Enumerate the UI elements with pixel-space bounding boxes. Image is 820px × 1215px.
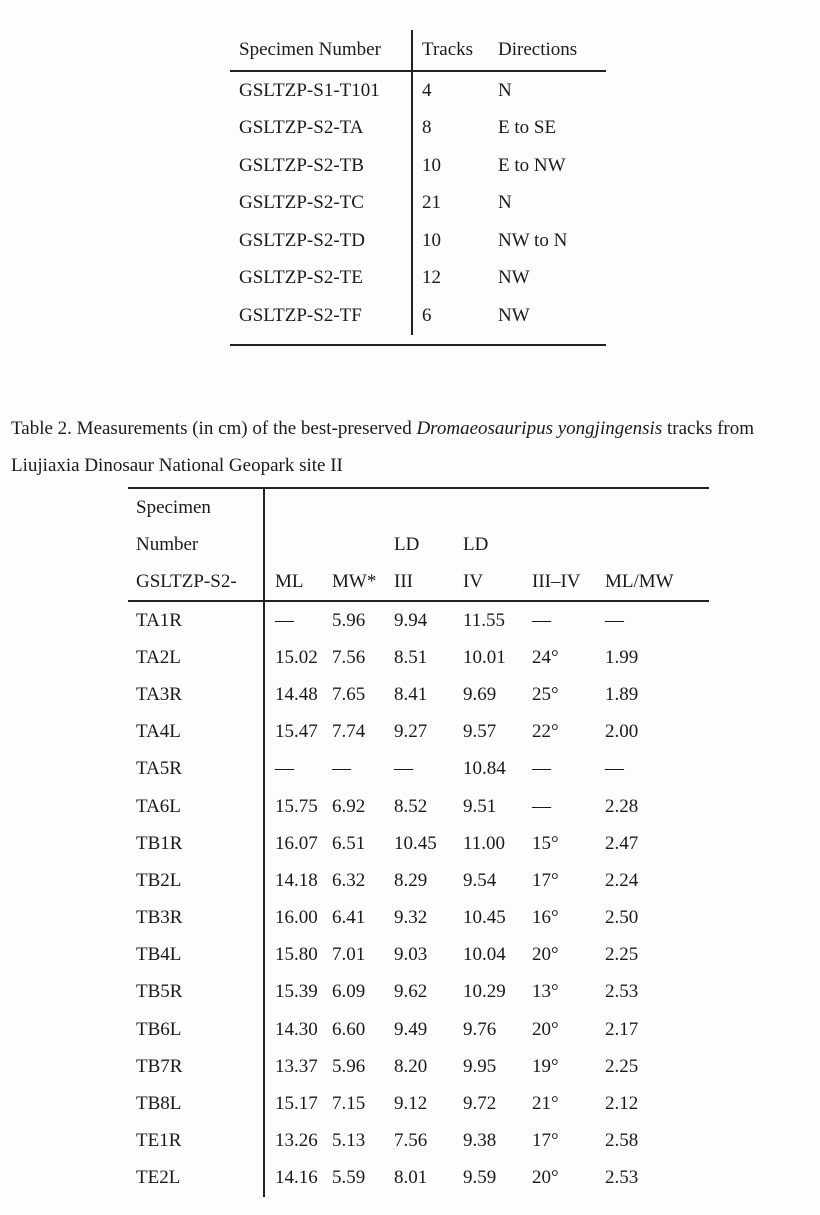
- ld-iv-cell: 9.72: [463, 1093, 497, 1115]
- mw-cell: 6.09: [332, 981, 366, 1003]
- ratio-cell: —: [605, 609, 624, 631]
- ml-cell: 15.80: [275, 944, 318, 966]
- ml-cell: 14.48: [275, 683, 318, 705]
- table-row: [128, 825, 709, 862]
- specimen-cell: TB7R: [128, 1048, 264, 1085]
- table-row: [128, 676, 709, 713]
- angle-cell: —: [532, 795, 551, 817]
- ml-cell: 14.16: [275, 1167, 318, 1189]
- table-row: [128, 862, 709, 899]
- table2-header-row: [128, 526, 709, 563]
- directions-cell: NW: [498, 267, 530, 289]
- angle-cell: —: [532, 758, 551, 780]
- header-cell: [605, 489, 709, 526]
- directions-cell: N: [498, 79, 512, 101]
- table-row: [230, 71, 606, 110]
- ml-cell: 14.18: [275, 869, 318, 891]
- specimen-cell: TA3R: [128, 676, 264, 713]
- ml-cell: 16.00: [275, 907, 318, 929]
- ratio-cell: 2.28: [605, 795, 639, 817]
- angle-cell: 25°: [532, 683, 559, 705]
- angle-cell: 13°: [532, 981, 559, 1003]
- table-row: [230, 222, 606, 260]
- ld-iv-cell: 9.69: [463, 683, 497, 705]
- tracks-cell: 8: [422, 117, 432, 139]
- ratio-cell: 2.50: [605, 907, 639, 929]
- mw-cell: 7.65: [332, 683, 366, 705]
- table-row: [230, 260, 606, 298]
- measurements-table: [128, 487, 709, 1197]
- tracks-cell: 4: [422, 79, 432, 101]
- ld-iv-cell: 9.54: [463, 869, 497, 891]
- specimen-cell: TA4L: [128, 714, 264, 751]
- angle-cell: 19°: [532, 1055, 559, 1077]
- angle-cell: 17°: [532, 869, 559, 891]
- ld-iv-cell: 9.38: [463, 1130, 497, 1152]
- ml-cell: 13.37: [275, 1055, 318, 1077]
- mw-cell: 5.13: [332, 1130, 366, 1152]
- caption-suffix: tracks from Liujiaxia Dinosaur National Geopark site II: [11, 418, 755, 476]
- header-cell: [394, 489, 463, 526]
- ml-cell: —: [275, 609, 294, 631]
- header-cell: LD: [463, 533, 489, 555]
- table2-caption: [11, 410, 816, 484]
- mw-cell: 6.51: [332, 832, 366, 854]
- table1-header-specimen: Specimen Number: [230, 30, 412, 71]
- ld-iii-cell: 8.52: [394, 795, 428, 817]
- ratio-cell: —: [605, 758, 624, 780]
- mw-cell: 6.60: [332, 1018, 366, 1040]
- ld-iv-cell: 10.04: [463, 944, 506, 966]
- ld-iv-cell: 10.84: [463, 758, 506, 780]
- specimen-cell: TB4L: [128, 937, 264, 974]
- table-row: [128, 751, 709, 788]
- table1-header-row: [230, 30, 606, 71]
- specimen-cell: GSLTZP-S2-TB: [230, 147, 412, 185]
- table-row: [128, 714, 709, 751]
- ld-iii-cell: 9.27: [394, 721, 428, 743]
- ratio-cell: 2.12: [605, 1093, 639, 1115]
- table1-header-tracks: Tracks: [422, 39, 474, 60]
- mw-cell: 5.96: [332, 1055, 366, 1077]
- ratio-cell: 2.00: [605, 721, 639, 743]
- header-cell: IV: [463, 570, 484, 592]
- specimen-cell: TB3R: [128, 900, 264, 937]
- table2-header-row: [128, 489, 709, 526]
- header-cell: [532, 489, 605, 526]
- table-row: [128, 601, 709, 639]
- specimen-cell: GSLTZP-S2-TC: [230, 185, 412, 223]
- angle-cell: 20°: [532, 1167, 559, 1189]
- ld-iv-cell: 9.57: [463, 721, 497, 743]
- mw-cell: 7.15: [332, 1093, 366, 1115]
- header-cell: [605, 526, 709, 563]
- specimen-cell: TA6L: [128, 788, 264, 825]
- ld-iii-cell: 8.51: [394, 646, 428, 668]
- specimen-cell: TA1R: [128, 601, 264, 639]
- ld-iv-cell: 9.59: [463, 1167, 497, 1189]
- table-row: [128, 1160, 709, 1197]
- mw-cell: 6.32: [332, 869, 366, 891]
- specimen-cell: GSLTZP-S2-TD: [230, 222, 412, 260]
- header-cell: Number: [128, 526, 264, 563]
- angle-cell: 20°: [532, 1018, 559, 1040]
- ld-iv-cell: 10.01: [463, 646, 506, 668]
- ratio-cell: 2.24: [605, 869, 639, 891]
- table-row: [128, 1085, 709, 1122]
- ld-iii-cell: 9.03: [394, 944, 428, 966]
- mw-cell: 7.74: [332, 721, 366, 743]
- table-row: [128, 639, 709, 676]
- ml-cell: 14.30: [275, 1018, 318, 1040]
- specimen-cell: TE1R: [128, 1123, 264, 1160]
- specimen-cell: GSLTZP-S2-TE: [230, 260, 412, 298]
- directions-cell: NW: [498, 304, 530, 326]
- table-row: [230, 297, 606, 335]
- table1-body: [230, 71, 606, 335]
- table-row: [230, 147, 606, 185]
- ml-cell: —: [275, 758, 294, 780]
- ld-iv-cell: 9.51: [463, 795, 497, 817]
- header-cell: LD: [394, 533, 420, 555]
- table-row: [128, 900, 709, 937]
- table-row: [230, 110, 606, 148]
- ml-cell: 15.39: [275, 981, 318, 1003]
- ratio-cell: 2.25: [605, 1055, 639, 1077]
- ld-iii-cell: 10.45: [394, 832, 437, 854]
- specimen-cell: TA2L: [128, 639, 264, 676]
- table2-header-row: [128, 563, 709, 601]
- ld-iv-cell: 9.95: [463, 1055, 497, 1077]
- ld-iii-cell: 8.29: [394, 869, 428, 891]
- header-cell: MW*: [332, 570, 377, 592]
- specimen-cell: GSLTZP-S2-TA: [230, 110, 412, 148]
- ld-iii-cell: 9.12: [394, 1093, 428, 1115]
- ld-iv-cell: 10.45: [463, 907, 506, 929]
- table1-bottom-rule: [230, 344, 606, 346]
- caption-species: Dromaeosauripus yongjingensis: [416, 418, 663, 439]
- table-row: [128, 1048, 709, 1085]
- header-cell: ML: [275, 570, 304, 592]
- header-cell: [264, 489, 332, 526]
- tracks-cell: 10: [422, 229, 441, 251]
- ml-cell: 15.02: [275, 646, 318, 668]
- table-row: [128, 788, 709, 825]
- table-row: [128, 1011, 709, 1048]
- ld-iii-cell: 8.01: [394, 1167, 428, 1189]
- angle-cell: 24°: [532, 646, 559, 668]
- ratio-cell: 2.17: [605, 1018, 639, 1040]
- angle-cell: 15°: [532, 832, 559, 854]
- tracks-cell: 10: [422, 154, 441, 176]
- table2-body: [128, 601, 709, 1197]
- tracks-cell: 12: [422, 267, 441, 289]
- ld-iii-cell: 9.62: [394, 981, 428, 1003]
- specimen-cell: TB1R: [128, 825, 264, 862]
- header-cell: ML/MW: [605, 570, 674, 592]
- specimen-cell: TA5R: [128, 751, 264, 788]
- ld-iii-cell: 8.20: [394, 1055, 428, 1077]
- header-cell: GSLTZP-S2-: [128, 563, 264, 601]
- ld-iv-cell: 11.55: [463, 609, 506, 631]
- ld-iv-cell: 11.00: [463, 832, 506, 854]
- angle-cell: 20°: [532, 944, 559, 966]
- mw-cell: 7.56: [332, 646, 366, 668]
- ratio-cell: 1.99: [605, 646, 639, 668]
- ml-cell: 16.07: [275, 832, 318, 854]
- specimen-cell: TB6L: [128, 1011, 264, 1048]
- tracks-cell: 6: [422, 304, 432, 326]
- table-row: [230, 185, 606, 223]
- specimen-cell: TE2L: [128, 1160, 264, 1197]
- specimen-cell: TB5R: [128, 974, 264, 1011]
- ld-iii-cell: 9.32: [394, 907, 428, 929]
- specimen-cell: TB2L: [128, 862, 264, 899]
- directions-cell: N: [498, 192, 512, 214]
- specimen-cell: TB8L: [128, 1085, 264, 1122]
- header-cell: [264, 526, 332, 563]
- ratio-cell: 1.89: [605, 683, 639, 705]
- ld-iv-cell: 9.76: [463, 1018, 497, 1040]
- directions-cell: E to NW: [498, 154, 566, 176]
- tracks-cell: 21: [422, 192, 441, 214]
- mw-cell: 6.92: [332, 795, 366, 817]
- ml-cell: 15.17: [275, 1093, 318, 1115]
- specimen-cell: GSLTZP-S1-T101: [230, 71, 412, 110]
- angle-cell: 22°: [532, 721, 559, 743]
- caption-prefix: Table 2. Measurements (in cm) of the best-preserved: [11, 418, 417, 439]
- ld-iii-cell: —: [394, 758, 413, 780]
- ld-iii-cell: 9.49: [394, 1018, 428, 1040]
- ld-iii-cell: 9.94: [394, 609, 428, 631]
- header-cell: [463, 489, 532, 526]
- table-row: [128, 1123, 709, 1160]
- angle-cell: 21°: [532, 1093, 559, 1115]
- header-cell: III: [394, 570, 413, 592]
- directions-cell: NW to N: [498, 229, 568, 251]
- mw-cell: 5.96: [332, 609, 366, 631]
- mw-cell: 7.01: [332, 944, 366, 966]
- header-cell: [532, 526, 605, 563]
- ml-cell: 13.26: [275, 1130, 318, 1152]
- header-cell: Specimen: [128, 489, 264, 526]
- table-row: [128, 937, 709, 974]
- table1-header-directions: Directions: [498, 39, 578, 60]
- header-cell: III–IV: [532, 570, 581, 592]
- angle-cell: 16°: [532, 907, 559, 929]
- header-cell: [332, 526, 394, 563]
- ld-iv-cell: 10.29: [463, 981, 506, 1003]
- ratio-cell: 2.53: [605, 981, 639, 1003]
- specimen-cell: GSLTZP-S2-TF: [230, 297, 412, 335]
- ratio-cell: 2.25: [605, 944, 639, 966]
- ml-cell: 15.75: [275, 795, 318, 817]
- mw-cell: —: [332, 758, 351, 780]
- ld-iii-cell: 7.56: [394, 1130, 428, 1152]
- ld-iii-cell: 8.41: [394, 683, 428, 705]
- ml-cell: 15.47: [275, 721, 318, 743]
- mw-cell: 6.41: [332, 907, 366, 929]
- directions-cell: E to SE: [498, 117, 557, 139]
- table2-header: [128, 489, 709, 601]
- mw-cell: 5.59: [332, 1167, 366, 1189]
- angle-cell: —: [532, 609, 551, 631]
- ratio-cell: 2.58: [605, 1130, 639, 1152]
- ratio-cell: 2.53: [605, 1167, 639, 1189]
- track-directions-table: [230, 30, 606, 346]
- angle-cell: 17°: [532, 1130, 559, 1152]
- table-row: [128, 974, 709, 1011]
- header-cell: [332, 489, 394, 526]
- ratio-cell: 2.47: [605, 832, 639, 854]
